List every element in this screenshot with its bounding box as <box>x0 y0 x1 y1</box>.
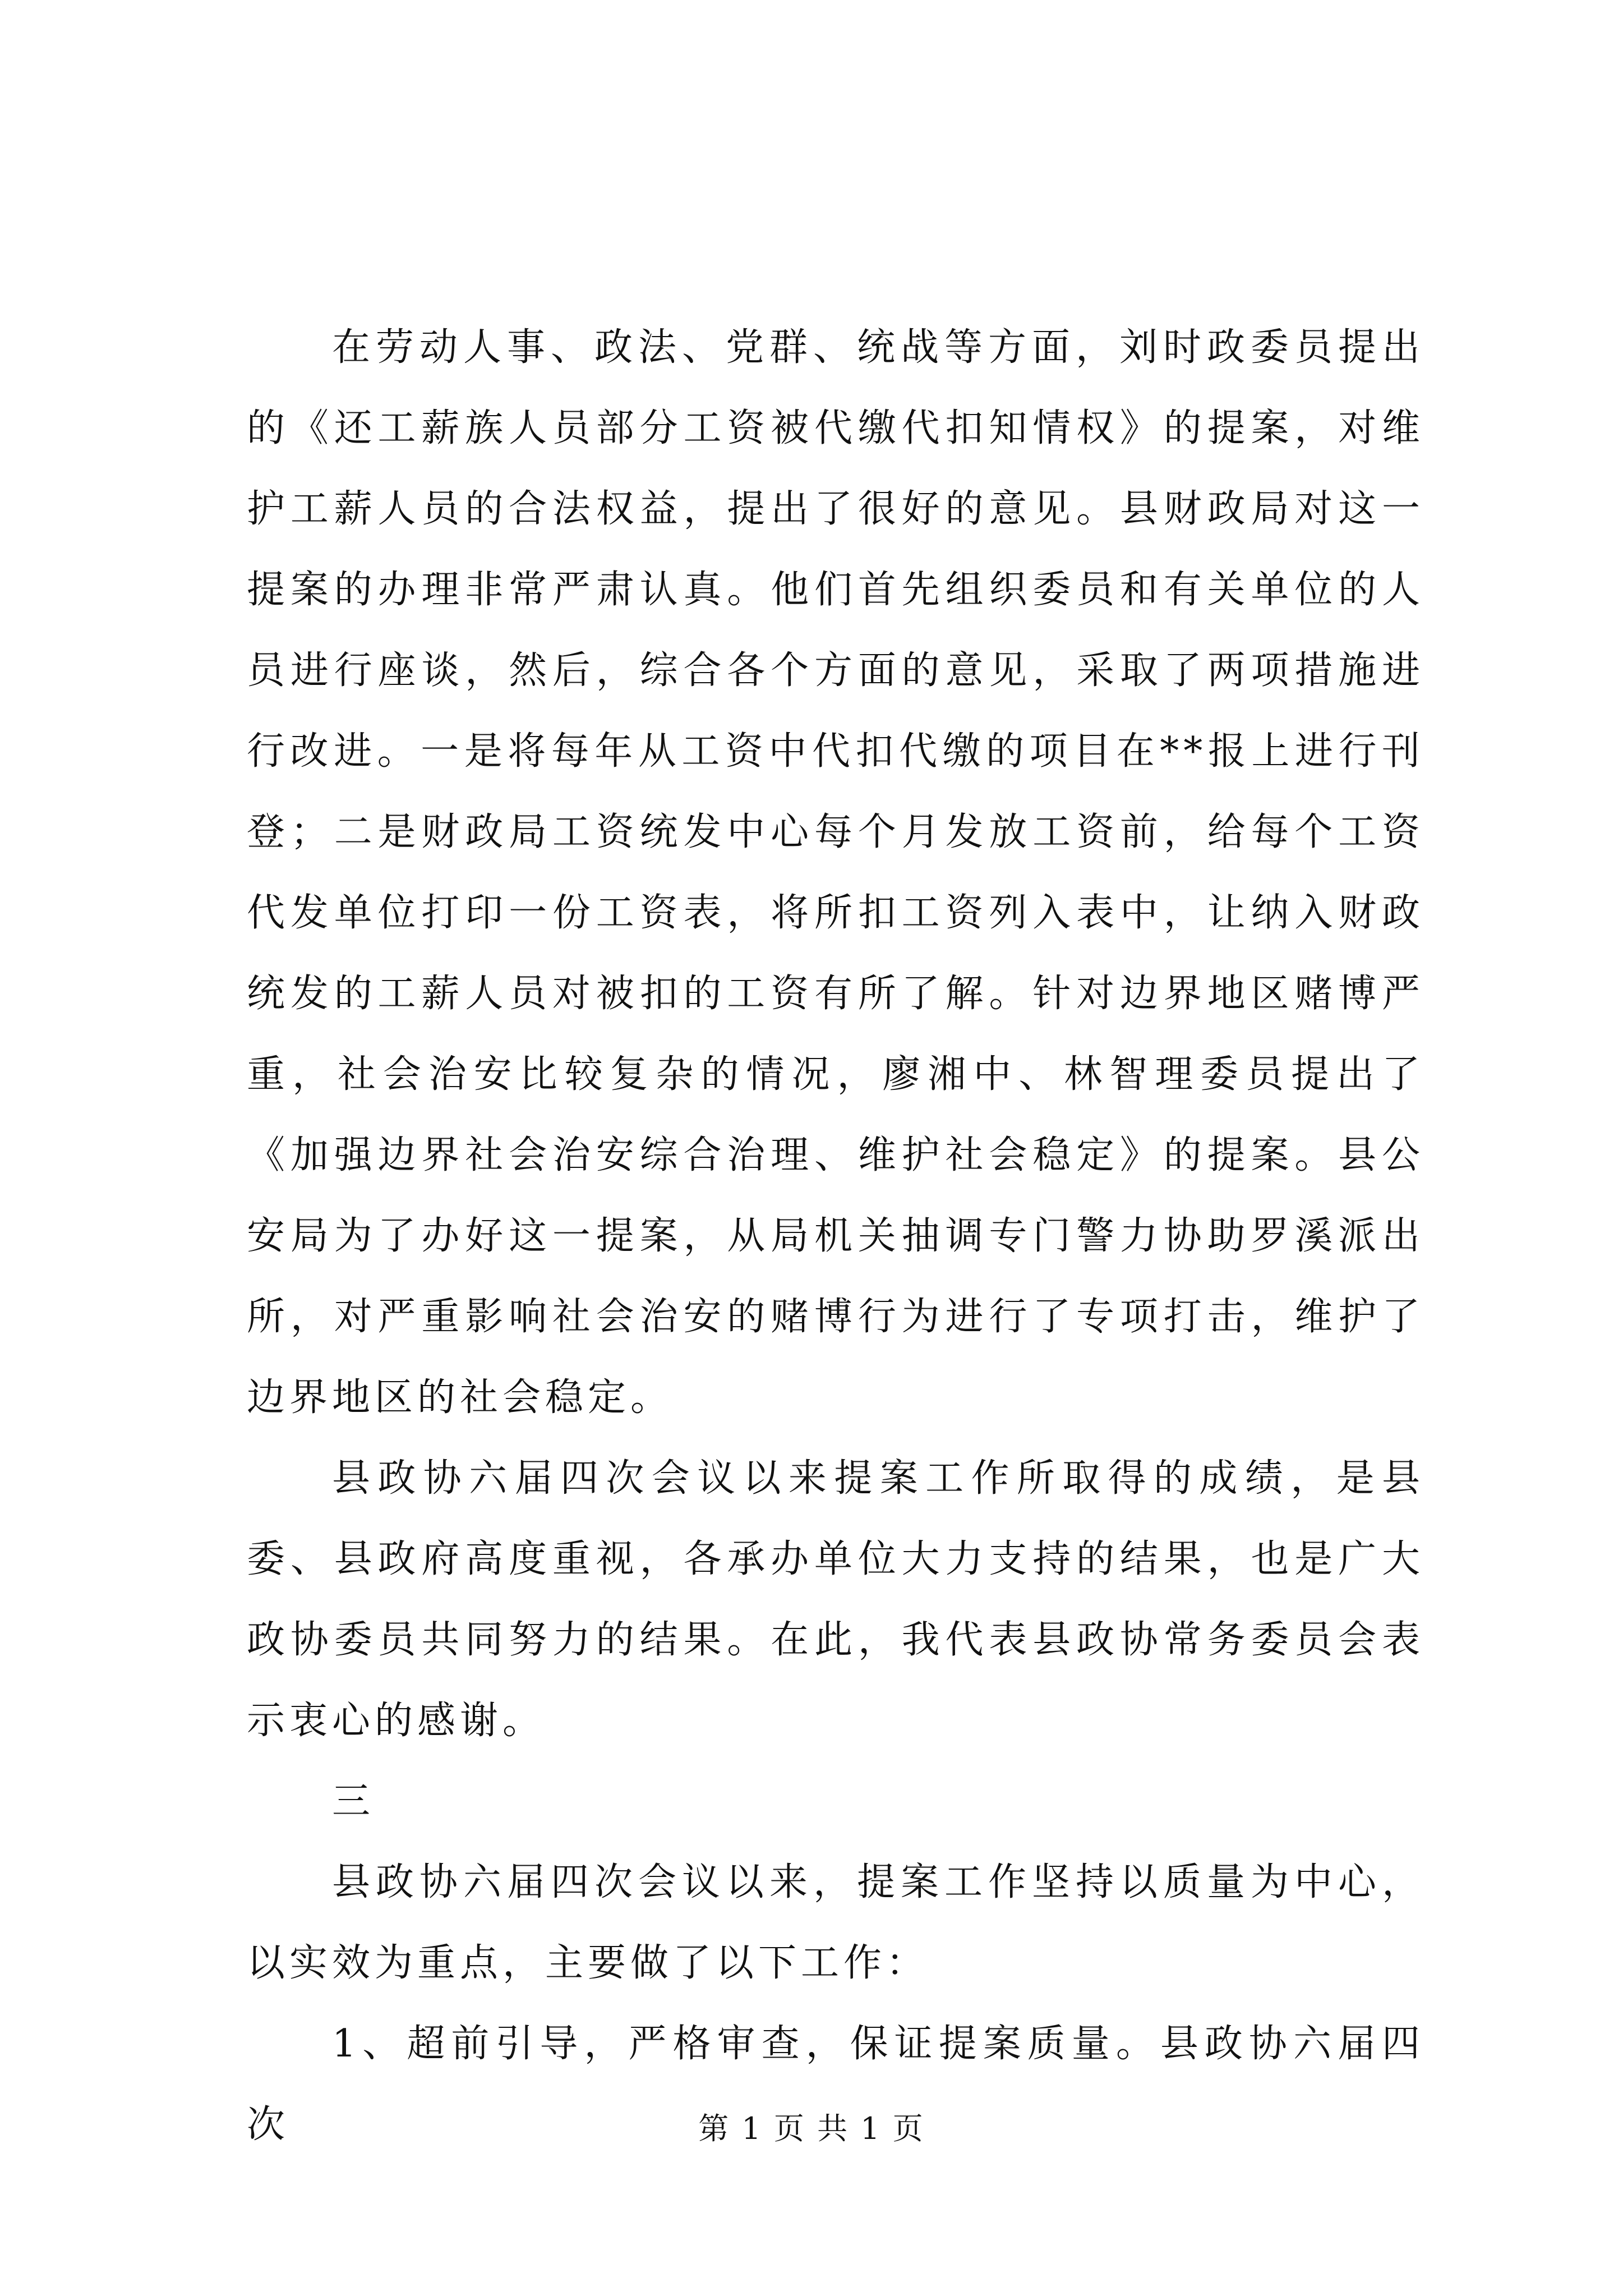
paragraph-item-1: 1、超前引导，严格审查，保证提案质量。县政协六届四次 <box>247 2022 1424 2147</box>
paragraph-work-intro: 县政协六届四次会议以来，提案工作坚持以质量为中心，以实效为重点，主要做了以下工作： <box>247 1860 1424 1985</box>
section-heading-three: 三 <box>332 1779 375 1824</box>
document-body <box>247 307 1424 2165</box>
page-number-footer: 第 1 页 共 1 页 <box>698 2111 925 2146</box>
paragraph-thanks: 县政协六届四次会议以来提案工作所取得的成绩，是县委、县政府高度重视，各承办单位大力支持的结果，也是广大政协委员共同努力的结果。在此，我代表县政协常务委员会表示衷心的感谢。 <box>247 1456 1424 1743</box>
paragraph-labor-affairs: 在劳动人事、政法、党群、统战等方面，刘时政委员提出的《还工薪族人员部分工资被代缴代扣知情权》的提案，对维护工薪人员的合法权益，提出了很好的意见。县财政局对这一提案的办理非常严肃认真。他们首先组织委员和有关单位的人员进行座谈，然后，综合各个方面的意见，采取了两项措施进行改进。一是将每年从工资中代扣代缴的项目在**报上进行刊登；二是财政局工资统发中心每个月发放工资前，给每个工资代发单位打印一份工资表，将所扣工资列入表中，让纳入财政统发的工薪人员对被扣的工资有所了解。针对边界地区赌博严重，社会治安比较复杂的情况，廖湘中、林智理委员提出了《加强边界社会治安综合治理、维护社会稳定》的提案。县公安局为了办好这一提案，从局机关抽调专门警力协助罗溪派出所，对严重影响社会治安的赌博行为进行了专项打击，维护了边界地区的社会稳定。 <box>247 325 1424 1420</box>
